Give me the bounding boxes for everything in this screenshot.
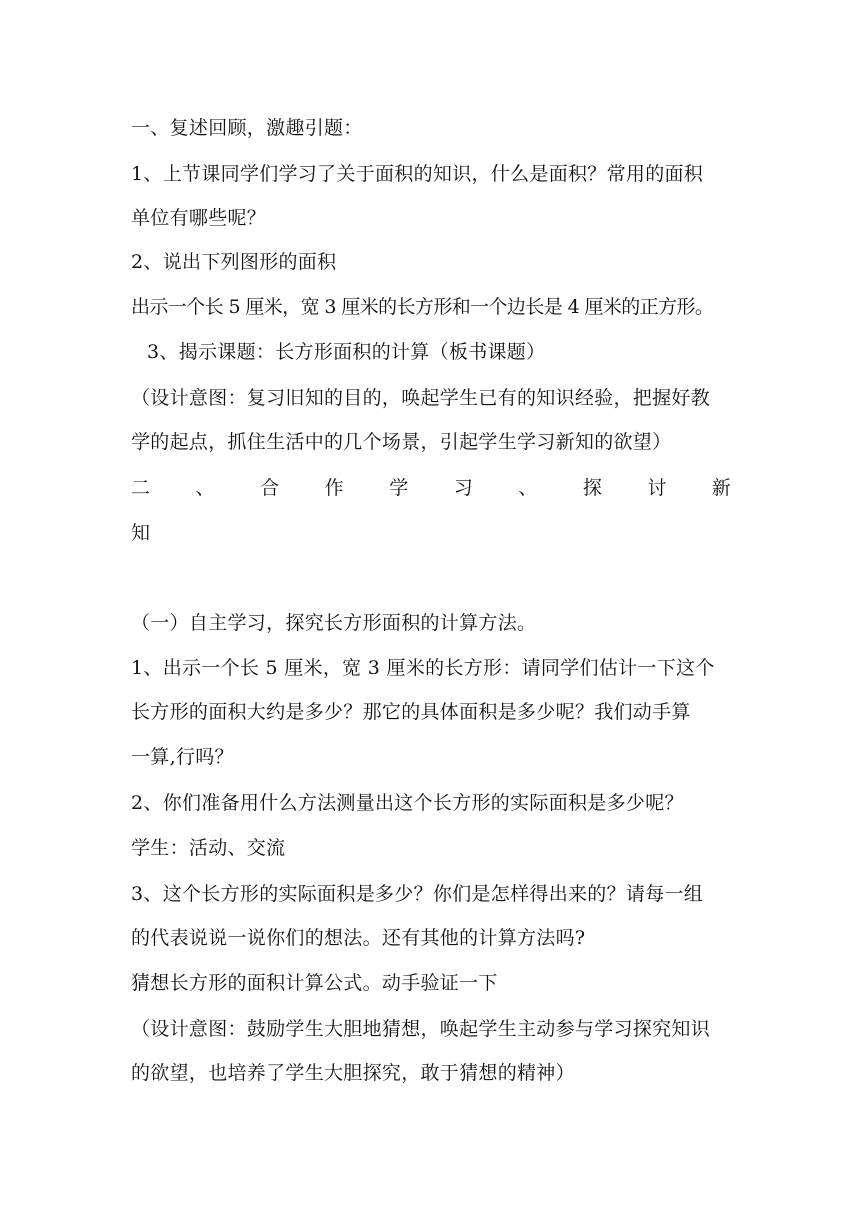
step3-line2: 的代表说说一说你们的想法。还有其他的计算方法吗?: [131, 927, 586, 949]
section2-heading-char: 、: [518, 477, 538, 499]
intent2-line1: （设计意图：鼓励学生大胆地猜想，唤起学生主动参与学习探究知识: [131, 1018, 711, 1040]
item1-line1: 1、上节课同学们学习了关于面积的知识，什么是面积？常用的面积: [131, 163, 704, 185]
guess-formula: 猜想长方形的面积计算公式。动手验证一下: [131, 972, 498, 994]
item1-line2: 单位有哪些呢？: [131, 207, 267, 229]
step3-line1: 3、这个长方形的实际面积是多少？你们是怎样得出来的？请每一组: [131, 883, 704, 905]
intent1-line2: 学的起点，抓住生活中的几个场景，引起学生学习新知的欲望）: [131, 431, 672, 453]
section2-heading-char: 讨: [647, 477, 667, 499]
section2-heading-tail: 知: [131, 522, 151, 544]
item3: 3、揭示课题：长方形面积的计算（板书课题）: [147, 341, 546, 363]
section2-heading-char: 作: [324, 477, 344, 499]
subsection1-heading: （一）自主学习，探究长方形面积的计算方法。: [131, 612, 537, 634]
section2-heading-char: 新: [711, 477, 731, 499]
student-activity: 学生：活动、交流: [131, 837, 286, 859]
section2-heading-char: 、: [195, 477, 215, 499]
section2-heading-char: 习: [453, 477, 473, 499]
intent2-line2: 的欲望，也培养了学生大胆探究，敢于猜想的精神）: [131, 1062, 575, 1084]
step1-line3: 一算,行吗？: [131, 746, 234, 768]
section1-heading: 一、复述回顾，激趣引题：: [131, 117, 363, 139]
step1-line1: 1、出示一个长 5 厘米，宽 3 厘米的长方形：请同学们估计一下这个: [131, 657, 715, 679]
step2: 2、你们准备用什么方法测量出这个长方形的实际面积是多少呢？: [131, 792, 684, 814]
intent1-line1: （设计意图：复习旧知的目的，唤起学生已有的知识经验，把握好教: [131, 387, 711, 409]
section2-heading-char: 探: [582, 477, 602, 499]
section2-heading-char: 合: [260, 477, 280, 499]
section2-heading: [131, 476, 731, 500]
step1-line2: 长方形的面积大约是多少？那它的具体面积是多少呢？我们动手算: [131, 701, 691, 723]
section2-heading-char: 二: [131, 477, 151, 499]
section2-heading-char: 学: [389, 477, 409, 499]
item2: 2、说出下列图形的面积: [131, 251, 337, 273]
item2-detail: 出示一个长 5 厘米，宽 3 厘米的长方形和一个边长是 4 厘米的正方形。: [131, 296, 714, 318]
